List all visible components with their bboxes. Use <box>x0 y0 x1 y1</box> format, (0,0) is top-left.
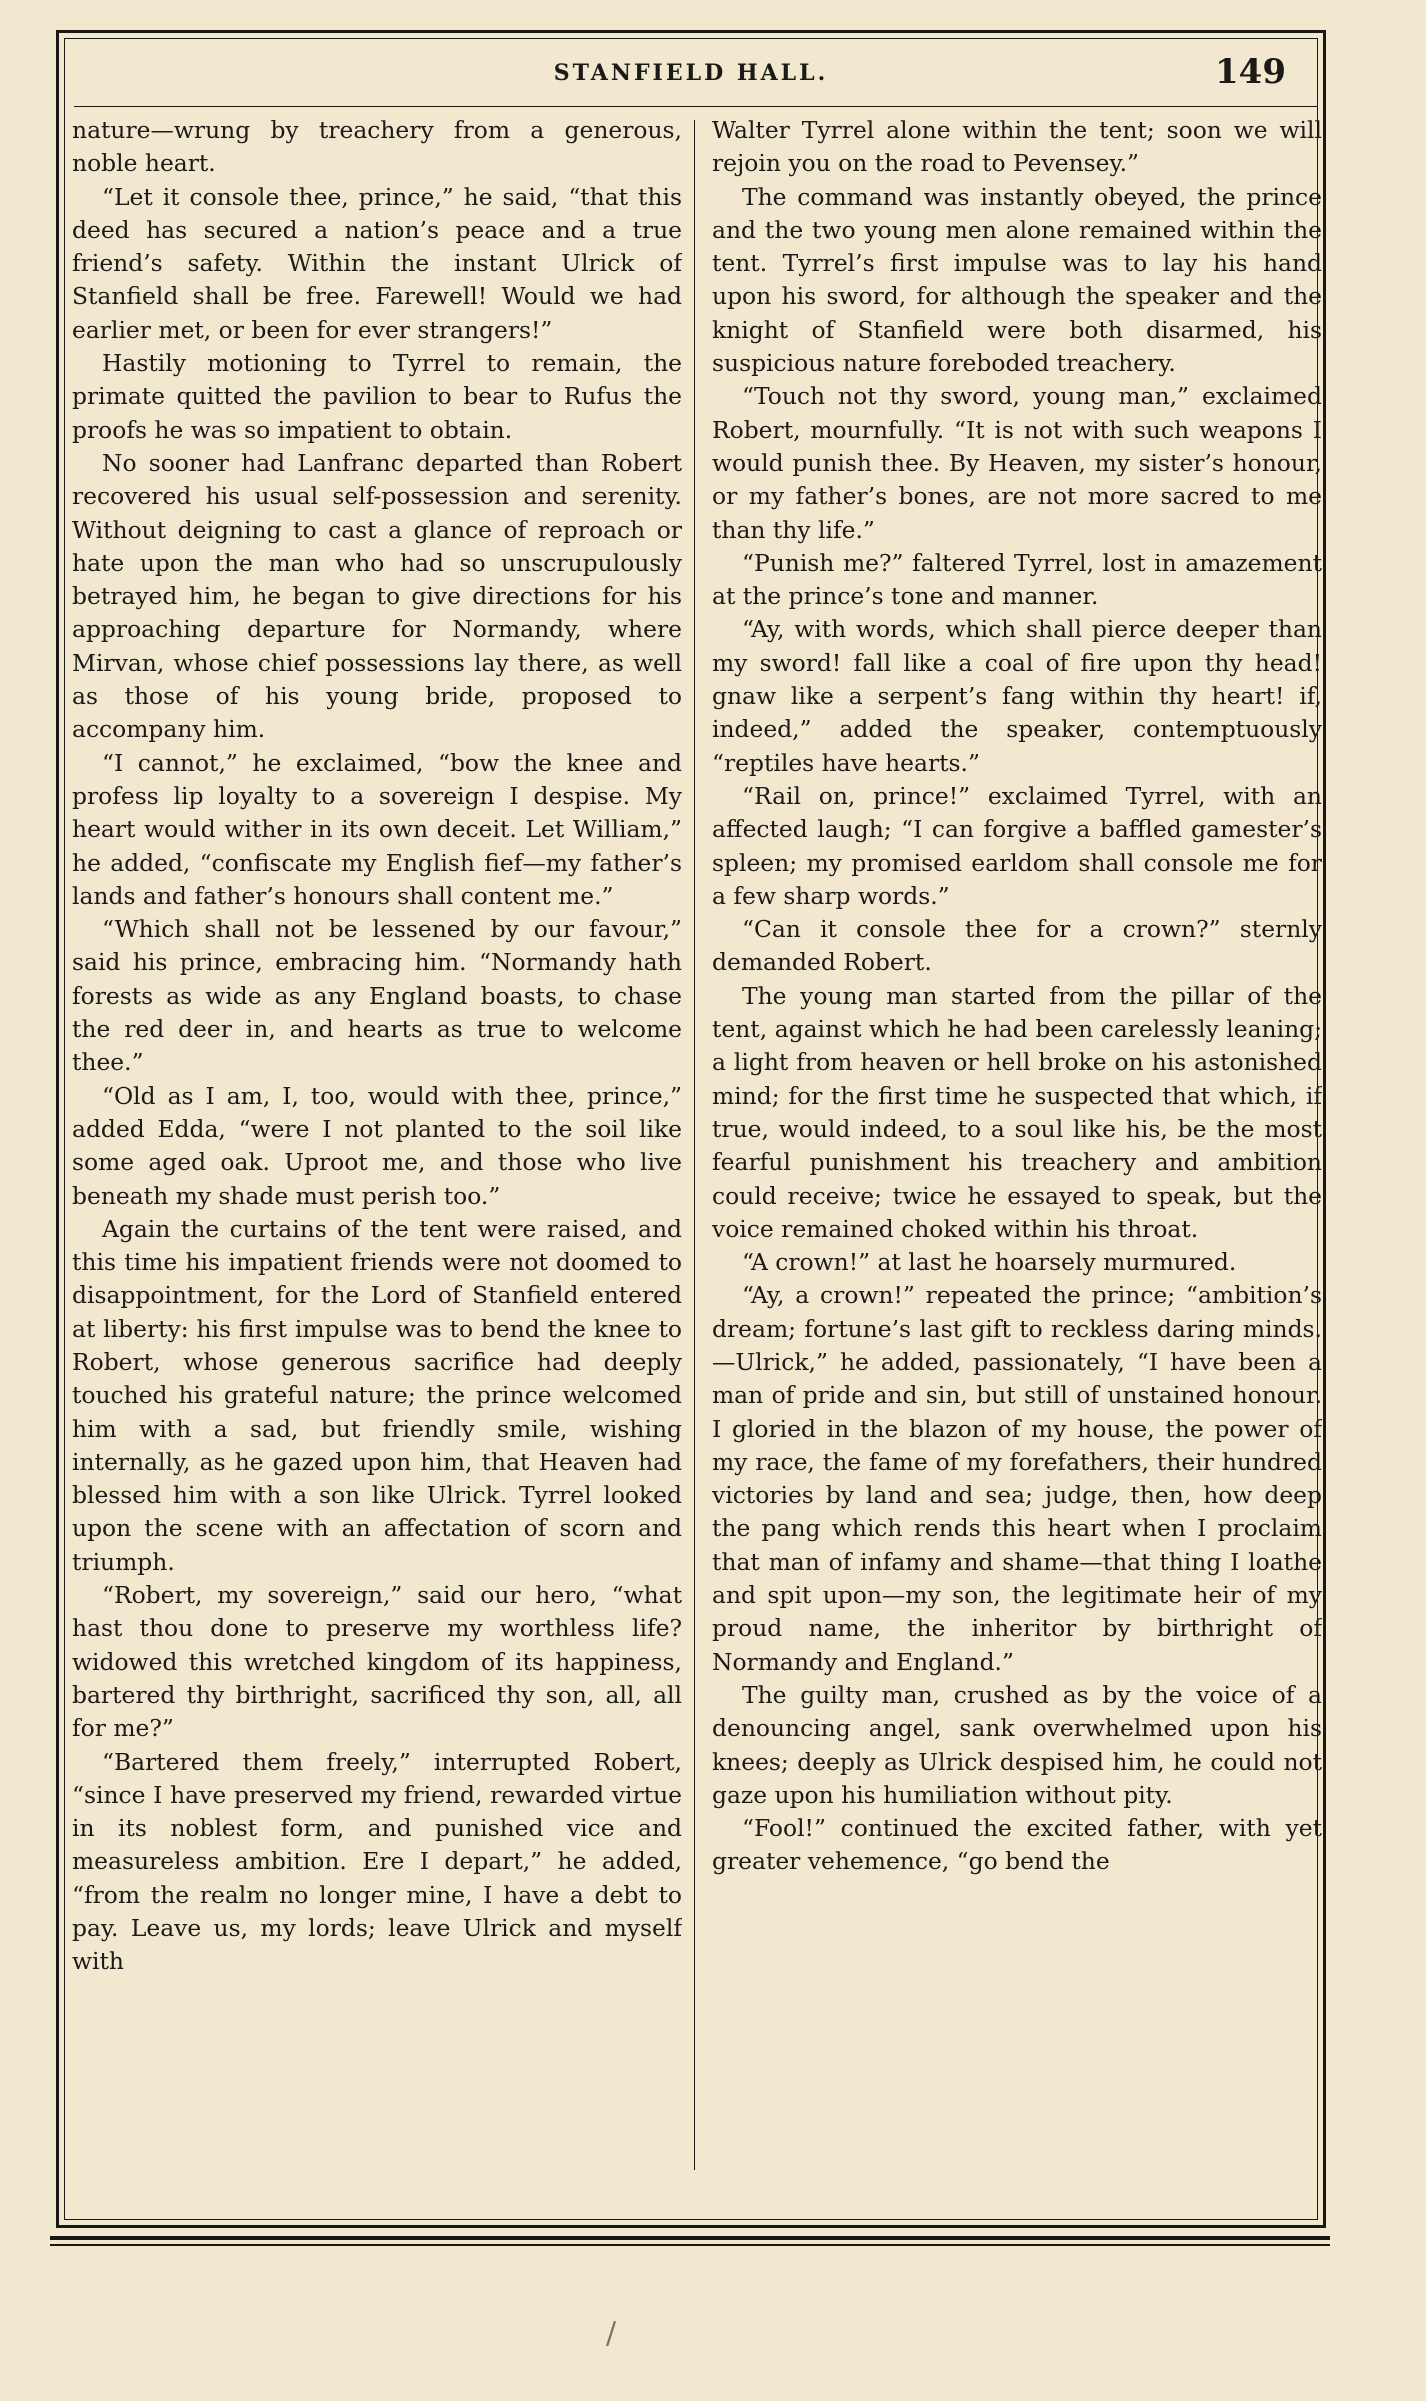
pencil-mark: / <box>606 2316 617 2351</box>
page-number: 149 <box>1215 52 1286 92</box>
paragraph: “Can it console thee for a crown?” sternly demanded Robert. <box>712 915 1322 977</box>
bottom-rule-thick <box>50 2236 1330 2240</box>
paragraph: “I cannot,” he exclaimed, “bow the knee and profess lip loyalty to a sovereign I despise. My heart would wither in its own deceit. Let William,” he added, “confiscate my English fief—my father’s lands and father’s honours shall content me.” <box>72 748 682 910</box>
paragraph: Again the curtains of the tent were raised, and this time his impatient friends were not doomed to disappointment, for the Lord of Stanfield entered at liberty: his first impulse was to bend the knee to Robert, whose generous sacrifice had deeply touched his grateful nature; the prince welcomed him with a sad, but friendly smile, wishing internally, as he gazed upon him, that Heaven had blessed him with a son like Ulrick. Tyrrel looked upon the scene with an affectation of scorn and triumph. <box>72 1214 682 1576</box>
paragraph: “Robert, my sovereign,” said our hero, “what hast thou done to preserve my worthless life? widowed this wretched kingdom of its happiness, bartered thy birthright, sacrificed thy son, all, all for me?” <box>72 1581 682 1743</box>
right-column <box>712 114 1322 2174</box>
header-rule <box>74 106 1318 107</box>
paragraph: “Which shall not be lessened by our favour,” said his prince, embracing him. “Normandy hath forests as wide as any England boasts, to chase the red deer in, and hearts as true to welcome thee.” <box>72 915 682 1077</box>
paragraph: The guilty man, crushed as by the voice of a denouncing angel, sank overwhelmed upon his knees; deeply as Ulrick despised him, he could not gaze upon his humiliation without pity. <box>712 1680 1322 1809</box>
left-column <box>72 114 682 2174</box>
paragraph: The young man started from the pillar of the tent, against which he had been carelessly leaning; a light from heaven or hell broke on his astonished mind; for the first time he suspected that which, if true, would indeed, to a soul like his, be the most fearful punishment his treachery and ambition could receive; twice he essayed to speak, but the voice remained choked within his throat. <box>712 981 1322 1243</box>
paragraph: “Old as I am, I, too, would with thee, prince,” added Edda, “were I not planted to the soil like some aged oak. Uproot me, and those who live beneath my shade must perish too.” <box>72 1081 682 1210</box>
paragraph: “Punish me?” faltered Tyrrel, lost in amazement at the prince’s tone and manner. <box>712 548 1322 611</box>
paragraph: “Touch not thy sword, young man,” exclaimed Robert, mournfully. “It is not with such weapons I would punish thee. By Heaven, my sister’s honour, or my father’s bones, are not more sacred to me than thy life.” <box>712 382 1322 544</box>
paragraph: Hastily motioning to Tyrrel to remain, the primate quitted the pavilion to bear to Rufus the proofs he was so impatient to obtain. <box>72 349 682 444</box>
paragraph: “Ay, with words, which shall pierce deeper than my sword! fall like a coal of fire upon thy head! gnaw like a serpent’s fang within thy heart! if, indeed,” added the speaker, contemptuously “reptiles have hearts.” <box>712 615 1322 777</box>
paragraph: No sooner had Lanfranc departed than Robert recovered his usual self-possession and serenity. Without deigning to cast a glance of reproach or hate upon the man who had so unscrupulously betrayed him, he began to give directions for his approaching departure for Normandy, where Mirvan, whose chief possessions lay there, as well as those of his young bride, proposed to accompany him. <box>72 448 682 744</box>
paragraph: Walter Tyrrel alone within the tent; soon we will rejoin you on the road to Pevensey.” <box>712 116 1322 178</box>
paragraph: “Fool!” continued the excited father, with yet greater vehemence, “go bend the <box>712 1814 1322 1876</box>
paragraph: nature—wrung by treachery from a generous, noble heart. <box>72 116 682 178</box>
bottom-rule-thin <box>50 2244 1330 2246</box>
running-title: STANFIELD HALL. <box>553 60 829 86</box>
paragraph: “Rail on, prince!” exclaimed Tyrrel, with an affected laugh; “I can forgive a baffled gamester’s spleen; my promised earldom shall console me for a few sharp words.” <box>712 781 1322 910</box>
paragraph: “Let it console thee, prince,” he said, “that this deed has secured a nation’s peace and a true friend’s safety. Within the instant Ulrick of Stanfield shall be free. Farewell! Would we had earlier met, or been for ever strangers!” <box>72 182 682 344</box>
paragraph: “Bartered them freely,” interrupted Robert, “since I have preserved my friend, rewarded virtue in its noblest form, and punished vice and measureless ambition. Ere I depart,” he added, “from the realm no longer mine, I have a debt to pay. Leave us, my lords; leave Ulrick and myself with <box>72 1747 682 1976</box>
paragraph: The command was instantly obeyed, the prince and the two young men alone remained within the tent. Tyrrel’s first impulse was to lay his hand upon his sword, for although the speaker and the knight of Stanfield were both disarmed, his suspicious nature foreboded treachery. <box>712 182 1322 378</box>
column-divider <box>694 120 695 2170</box>
paragraph: “Ay, a crown!” repeated the prince; “ambition’s dream; fortune’s last gift to reckless daring minds.—Ulrick,” he added, passionately, “I have been a man of pride and sin, but still of unstained honour. I gloried in the blazon of my house, the power of my race, the fame of my forefathers, their hundred victories by land and sea; judge, then, how deep the pang which rends this heart when I proclaim that man of infamy and shame—that thing I loathe and spit upon—my son, the legitimate heir of my proud name, the inheritor by birthright of Normandy and England.” <box>712 1281 1322 1676</box>
page-header <box>64 50 1318 110</box>
paragraph: “A crown!” at last he hoarsely murmured. <box>742 1248 1237 1277</box>
